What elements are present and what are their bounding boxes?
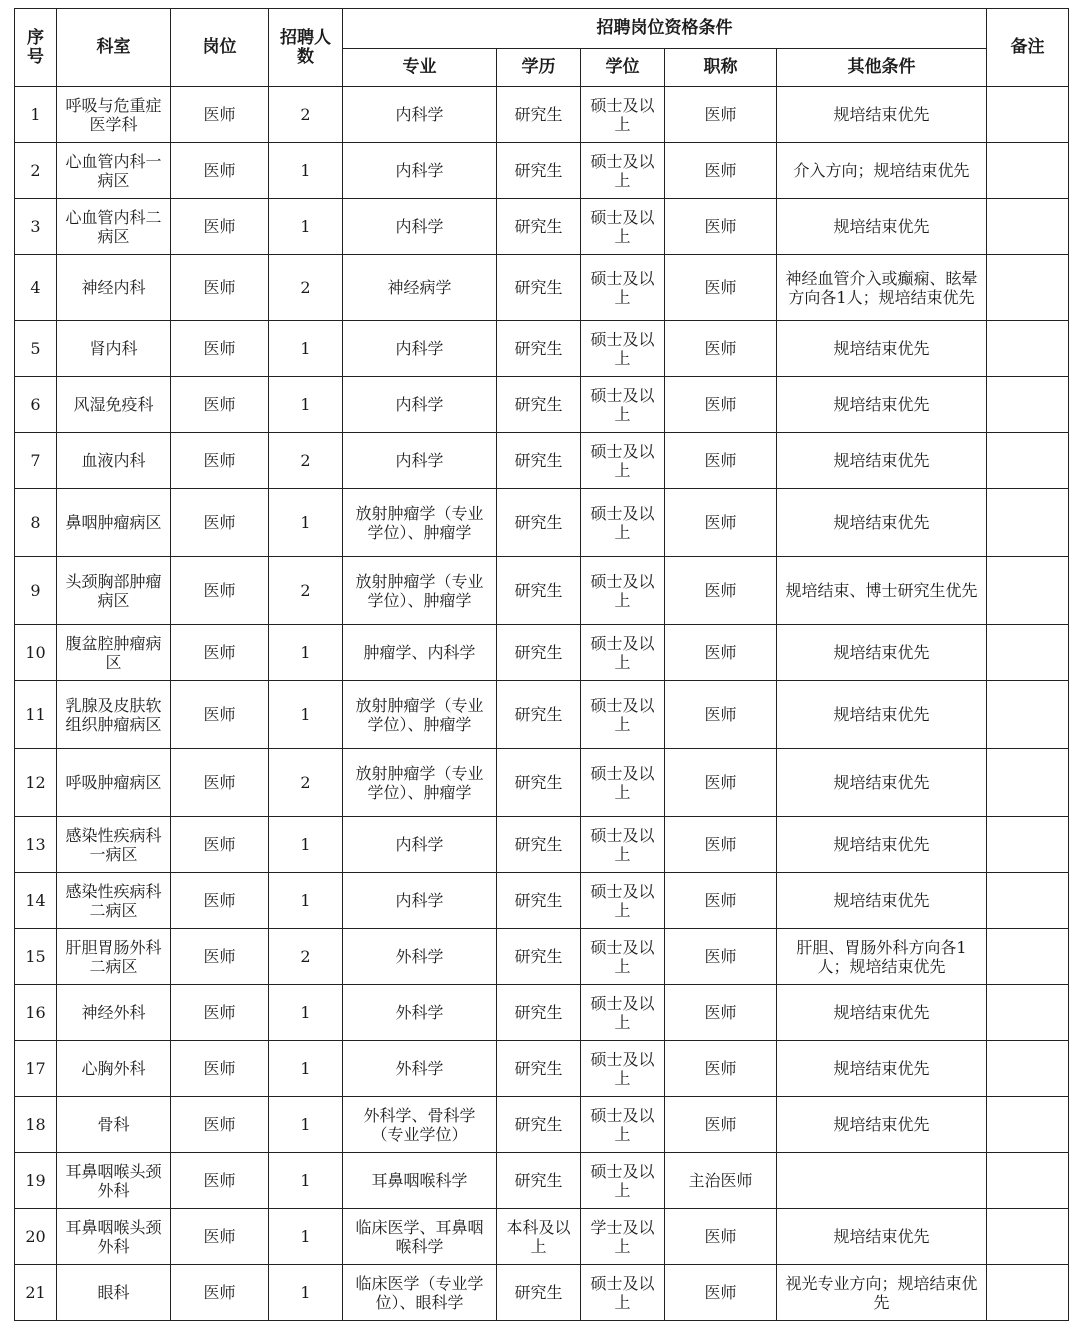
cell-major: 外科学 [343, 985, 497, 1041]
cell-title: 医师 [665, 625, 777, 681]
cell-count: 1 [269, 199, 343, 255]
cell-dept: 感染性疾病科一病区 [57, 817, 171, 873]
cell-title: 医师 [665, 199, 777, 255]
cell-seq: 4 [15, 255, 57, 321]
header-major: 专业 [343, 49, 497, 87]
cell-post: 医师 [171, 489, 269, 557]
table-row [15, 199, 1069, 255]
table-row [15, 817, 1069, 873]
cell-title: 医师 [665, 985, 777, 1041]
cell-remark [987, 929, 1069, 985]
cell-other: 肝胆、胃肠外科方向各1人；规培结束优先 [777, 929, 987, 985]
cell-edu: 研究生 [497, 433, 581, 489]
cell-seq: 18 [15, 1097, 57, 1153]
table-row [15, 321, 1069, 377]
cell-seq: 13 [15, 817, 57, 873]
cell-title: 医师 [665, 433, 777, 489]
cell-remark [987, 1097, 1069, 1153]
cell-seq: 20 [15, 1209, 57, 1265]
header-edu: 学历 [497, 49, 581, 87]
cell-dept: 耳鼻咽喉头颈外科 [57, 1153, 171, 1209]
cell-edu: 研究生 [497, 489, 581, 557]
cell-remark [987, 377, 1069, 433]
cell-other: 视光专业方向；规培结束优先 [777, 1265, 987, 1321]
cell-remark [987, 143, 1069, 199]
cell-title: 主治医师 [665, 1153, 777, 1209]
cell-count: 1 [269, 321, 343, 377]
header-count: 招聘人数 [269, 9, 343, 87]
cell-edu: 研究生 [497, 873, 581, 929]
cell-other: 规培结束优先 [777, 817, 987, 873]
cell-post: 医师 [171, 749, 269, 817]
cell-degree: 硕士及以上 [581, 985, 665, 1041]
cell-seq: 8 [15, 489, 57, 557]
cell-other: 规培结束优先 [777, 87, 987, 143]
table-row [15, 255, 1069, 321]
cell-degree: 硕士及以上 [581, 87, 665, 143]
cell-other: 规培结束优先 [777, 1097, 987, 1153]
cell-degree: 硕士及以上 [581, 255, 665, 321]
cell-degree: 硕士及以上 [581, 749, 665, 817]
cell-seq: 12 [15, 749, 57, 817]
cell-post: 医师 [171, 433, 269, 489]
cell-remark [987, 321, 1069, 377]
cell-post: 医师 [171, 681, 269, 749]
cell-dept: 肝胆胃肠外科二病区 [57, 929, 171, 985]
cell-count: 1 [269, 873, 343, 929]
cell-remark [987, 873, 1069, 929]
cell-degree: 学士及以上 [581, 1209, 665, 1265]
cell-seq: 1 [15, 87, 57, 143]
cell-post: 医师 [171, 625, 269, 681]
table-row [15, 1153, 1069, 1209]
cell-remark [987, 199, 1069, 255]
cell-edu: 研究生 [497, 199, 581, 255]
cell-other: 神经血管介入或癫痫、眩晕方向各1人；规培结束优先 [777, 255, 987, 321]
cell-post: 医师 [171, 377, 269, 433]
cell-post: 医师 [171, 1041, 269, 1097]
cell-count: 1 [269, 817, 343, 873]
cell-dept: 心胸外科 [57, 1041, 171, 1097]
cell-major: 神经病学 [343, 255, 497, 321]
cell-edu: 研究生 [497, 817, 581, 873]
cell-edu: 研究生 [497, 1041, 581, 1097]
cell-degree: 硕士及以上 [581, 873, 665, 929]
table-row [15, 985, 1069, 1041]
cell-post: 医师 [171, 1209, 269, 1265]
cell-other: 规培结束优先 [777, 873, 987, 929]
table-row [15, 377, 1069, 433]
table-row [15, 929, 1069, 985]
cell-post: 医师 [171, 557, 269, 625]
cell-remark [987, 1265, 1069, 1321]
cell-edu: 研究生 [497, 255, 581, 321]
cell-remark [987, 681, 1069, 749]
cell-other: 规培结束优先 [777, 681, 987, 749]
cell-degree: 硕士及以上 [581, 1265, 665, 1321]
cell-other: 介入方向；规培结束优先 [777, 143, 987, 199]
cell-major: 外科学 [343, 929, 497, 985]
cell-degree: 硕士及以上 [581, 1153, 665, 1209]
cell-count: 2 [269, 87, 343, 143]
cell-degree: 硕士及以上 [581, 929, 665, 985]
cell-dept: 呼吸与危重症医学科 [57, 87, 171, 143]
cell-count: 2 [269, 749, 343, 817]
table-row [15, 625, 1069, 681]
cell-degree: 硕士及以上 [581, 1041, 665, 1097]
table-row [15, 1209, 1069, 1265]
cell-other: 规培结束优先 [777, 985, 987, 1041]
cell-post: 医师 [171, 873, 269, 929]
cell-major: 放射肿瘤学（专业学位）、肿瘤学 [343, 749, 497, 817]
cell-degree: 硕士及以上 [581, 143, 665, 199]
cell-degree: 硕士及以上 [581, 433, 665, 489]
cell-seq: 6 [15, 377, 57, 433]
cell-edu: 研究生 [497, 321, 581, 377]
cell-remark [987, 985, 1069, 1041]
cell-other: 规培结束、博士研究生优先 [777, 557, 987, 625]
cell-seq: 3 [15, 199, 57, 255]
cell-degree: 硕士及以上 [581, 1097, 665, 1153]
cell-title: 医师 [665, 557, 777, 625]
table-body [15, 87, 1069, 1321]
cell-seq: 17 [15, 1041, 57, 1097]
cell-dept: 血液内科 [57, 433, 171, 489]
table-row [15, 557, 1069, 625]
cell-count: 1 [269, 985, 343, 1041]
cell-edu: 本科及以上 [497, 1209, 581, 1265]
cell-major: 放射肿瘤学（专业学位）、肿瘤学 [343, 681, 497, 749]
cell-edu: 研究生 [497, 749, 581, 817]
cell-dept: 鼻咽肿瘤病区 [57, 489, 171, 557]
cell-seq: 11 [15, 681, 57, 749]
cell-major: 内科学 [343, 199, 497, 255]
cell-title: 医师 [665, 489, 777, 557]
cell-count: 1 [269, 1265, 343, 1321]
cell-remark [987, 87, 1069, 143]
cell-remark [987, 255, 1069, 321]
table-row [15, 873, 1069, 929]
cell-major: 内科学 [343, 817, 497, 873]
cell-edu: 研究生 [497, 1265, 581, 1321]
table-row [15, 681, 1069, 749]
cell-dept: 肾内科 [57, 321, 171, 377]
table-row [15, 143, 1069, 199]
cell-post: 医师 [171, 143, 269, 199]
cell-remark [987, 1209, 1069, 1265]
cell-degree: 硕士及以上 [581, 625, 665, 681]
cell-title: 医师 [665, 873, 777, 929]
cell-count: 2 [269, 433, 343, 489]
table-row [15, 1265, 1069, 1321]
cell-major: 临床医学（专业学位）、眼科学 [343, 1265, 497, 1321]
cell-degree: 硕士及以上 [581, 199, 665, 255]
cell-title: 医师 [665, 817, 777, 873]
cell-other: 规培结束优先 [777, 199, 987, 255]
cell-other: 规培结束优先 [777, 1209, 987, 1265]
cell-edu: 研究生 [497, 625, 581, 681]
header-qualification-group: 招聘岗位资格条件 [343, 9, 987, 49]
cell-post: 医师 [171, 1153, 269, 1209]
cell-edu: 研究生 [497, 377, 581, 433]
cell-major: 内科学 [343, 377, 497, 433]
cell-major: 临床医学、耳鼻咽喉科学 [343, 1209, 497, 1265]
cell-title: 医师 [665, 1209, 777, 1265]
table-row [15, 433, 1069, 489]
cell-major: 放射肿瘤学（专业学位）、肿瘤学 [343, 557, 497, 625]
cell-count: 1 [269, 625, 343, 681]
cell-dept: 骨科 [57, 1097, 171, 1153]
cell-other: 规培结束优先 [777, 625, 987, 681]
cell-seq: 21 [15, 1265, 57, 1321]
cell-title: 医师 [665, 1265, 777, 1321]
cell-post: 医师 [171, 87, 269, 143]
cell-other: 规培结束优先 [777, 489, 987, 557]
cell-remark [987, 749, 1069, 817]
cell-seq: 10 [15, 625, 57, 681]
cell-remark [987, 817, 1069, 873]
cell-other [777, 1153, 987, 1209]
cell-count: 1 [269, 377, 343, 433]
cell-degree: 硕士及以上 [581, 377, 665, 433]
cell-seq: 16 [15, 985, 57, 1041]
cell-major: 外科学、骨科学（专业学位） [343, 1097, 497, 1153]
cell-dept: 心血管内科二病区 [57, 199, 171, 255]
recruitment-table [14, 8, 1069, 1321]
cell-title: 医师 [665, 1097, 777, 1153]
cell-dept: 腹盆腔肿瘤病区 [57, 625, 171, 681]
cell-major: 放射肿瘤学（专业学位）、肿瘤学 [343, 489, 497, 557]
cell-other: 规培结束优先 [777, 1041, 987, 1097]
cell-seq: 9 [15, 557, 57, 625]
cell-edu: 研究生 [497, 985, 581, 1041]
cell-title: 医师 [665, 929, 777, 985]
cell-post: 医师 [171, 985, 269, 1041]
cell-dept: 感染性疾病科二病区 [57, 873, 171, 929]
cell-degree: 硕士及以上 [581, 321, 665, 377]
cell-major: 内科学 [343, 87, 497, 143]
header-title: 职称 [665, 49, 777, 87]
cell-title: 医师 [665, 255, 777, 321]
cell-dept: 眼科 [57, 1265, 171, 1321]
table-row [15, 1097, 1069, 1153]
cell-title: 医师 [665, 321, 777, 377]
cell-edu: 研究生 [497, 1097, 581, 1153]
cell-edu: 研究生 [497, 681, 581, 749]
cell-remark [987, 625, 1069, 681]
cell-edu: 研究生 [497, 143, 581, 199]
table-row [15, 749, 1069, 817]
cell-seq: 7 [15, 433, 57, 489]
table-row [15, 87, 1069, 143]
cell-major: 内科学 [343, 321, 497, 377]
cell-remark [987, 433, 1069, 489]
cell-dept: 呼吸肿瘤病区 [57, 749, 171, 817]
cell-degree: 硕士及以上 [581, 557, 665, 625]
cell-post: 医师 [171, 255, 269, 321]
cell-title: 医师 [665, 749, 777, 817]
cell-major: 外科学 [343, 1041, 497, 1097]
cell-degree: 硕士及以上 [581, 817, 665, 873]
cell-seq: 19 [15, 1153, 57, 1209]
cell-title: 医师 [665, 681, 777, 749]
cell-edu: 研究生 [497, 929, 581, 985]
cell-major: 内科学 [343, 873, 497, 929]
cell-dept: 神经外科 [57, 985, 171, 1041]
cell-dept: 心血管内科一病区 [57, 143, 171, 199]
cell-title: 医师 [665, 87, 777, 143]
cell-post: 医师 [171, 1097, 269, 1153]
cell-count: 1 [269, 143, 343, 199]
cell-other: 规培结束优先 [777, 377, 987, 433]
cell-remark [987, 489, 1069, 557]
cell-seq: 2 [15, 143, 57, 199]
cell-major: 内科学 [343, 433, 497, 489]
cell-dept: 乳腺及皮肤软组织肿瘤病区 [57, 681, 171, 749]
cell-remark [987, 1041, 1069, 1097]
cell-seq: 15 [15, 929, 57, 985]
cell-count: 1 [269, 1209, 343, 1265]
header-remark: 备注 [987, 9, 1069, 87]
cell-post: 医师 [171, 929, 269, 985]
cell-degree: 硕士及以上 [581, 681, 665, 749]
header-post: 岗位 [171, 9, 269, 87]
cell-major: 肿瘤学、内科学 [343, 625, 497, 681]
cell-post: 医师 [171, 817, 269, 873]
cell-dept: 头颈胸部肿瘤病区 [57, 557, 171, 625]
cell-remark [987, 557, 1069, 625]
cell-count: 1 [269, 489, 343, 557]
cell-count: 2 [269, 255, 343, 321]
cell-edu: 研究生 [497, 1153, 581, 1209]
cell-title: 医师 [665, 377, 777, 433]
cell-count: 2 [269, 929, 343, 985]
cell-title: 医师 [665, 143, 777, 199]
cell-seq: 14 [15, 873, 57, 929]
cell-dept: 耳鼻咽喉头颈外科 [57, 1209, 171, 1265]
cell-title: 医师 [665, 1041, 777, 1097]
cell-remark [987, 1153, 1069, 1209]
cell-dept: 神经内科 [57, 255, 171, 321]
cell-post: 医师 [171, 321, 269, 377]
cell-post: 医师 [171, 1265, 269, 1321]
table-row [15, 489, 1069, 557]
header-degree: 学位 [581, 49, 665, 87]
cell-count: 1 [269, 1097, 343, 1153]
cell-other: 规培结束优先 [777, 433, 987, 489]
cell-count: 2 [269, 557, 343, 625]
cell-major: 内科学 [343, 143, 497, 199]
cell-seq: 5 [15, 321, 57, 377]
header-dept: 科室 [57, 9, 171, 87]
header-seq: 序号 [15, 9, 57, 87]
cell-post: 医师 [171, 199, 269, 255]
cell-other: 规培结束优先 [777, 749, 987, 817]
cell-count: 1 [269, 681, 343, 749]
cell-degree: 硕士及以上 [581, 489, 665, 557]
cell-edu: 研究生 [497, 87, 581, 143]
cell-edu: 研究生 [497, 557, 581, 625]
cell-other: 规培结束优先 [777, 321, 987, 377]
cell-major: 耳鼻咽喉科学 [343, 1153, 497, 1209]
cell-count: 1 [269, 1153, 343, 1209]
cell-count: 1 [269, 1041, 343, 1097]
cell-dept: 风湿免疫科 [57, 377, 171, 433]
header-other: 其他条件 [777, 49, 987, 87]
table-row [15, 1041, 1069, 1097]
